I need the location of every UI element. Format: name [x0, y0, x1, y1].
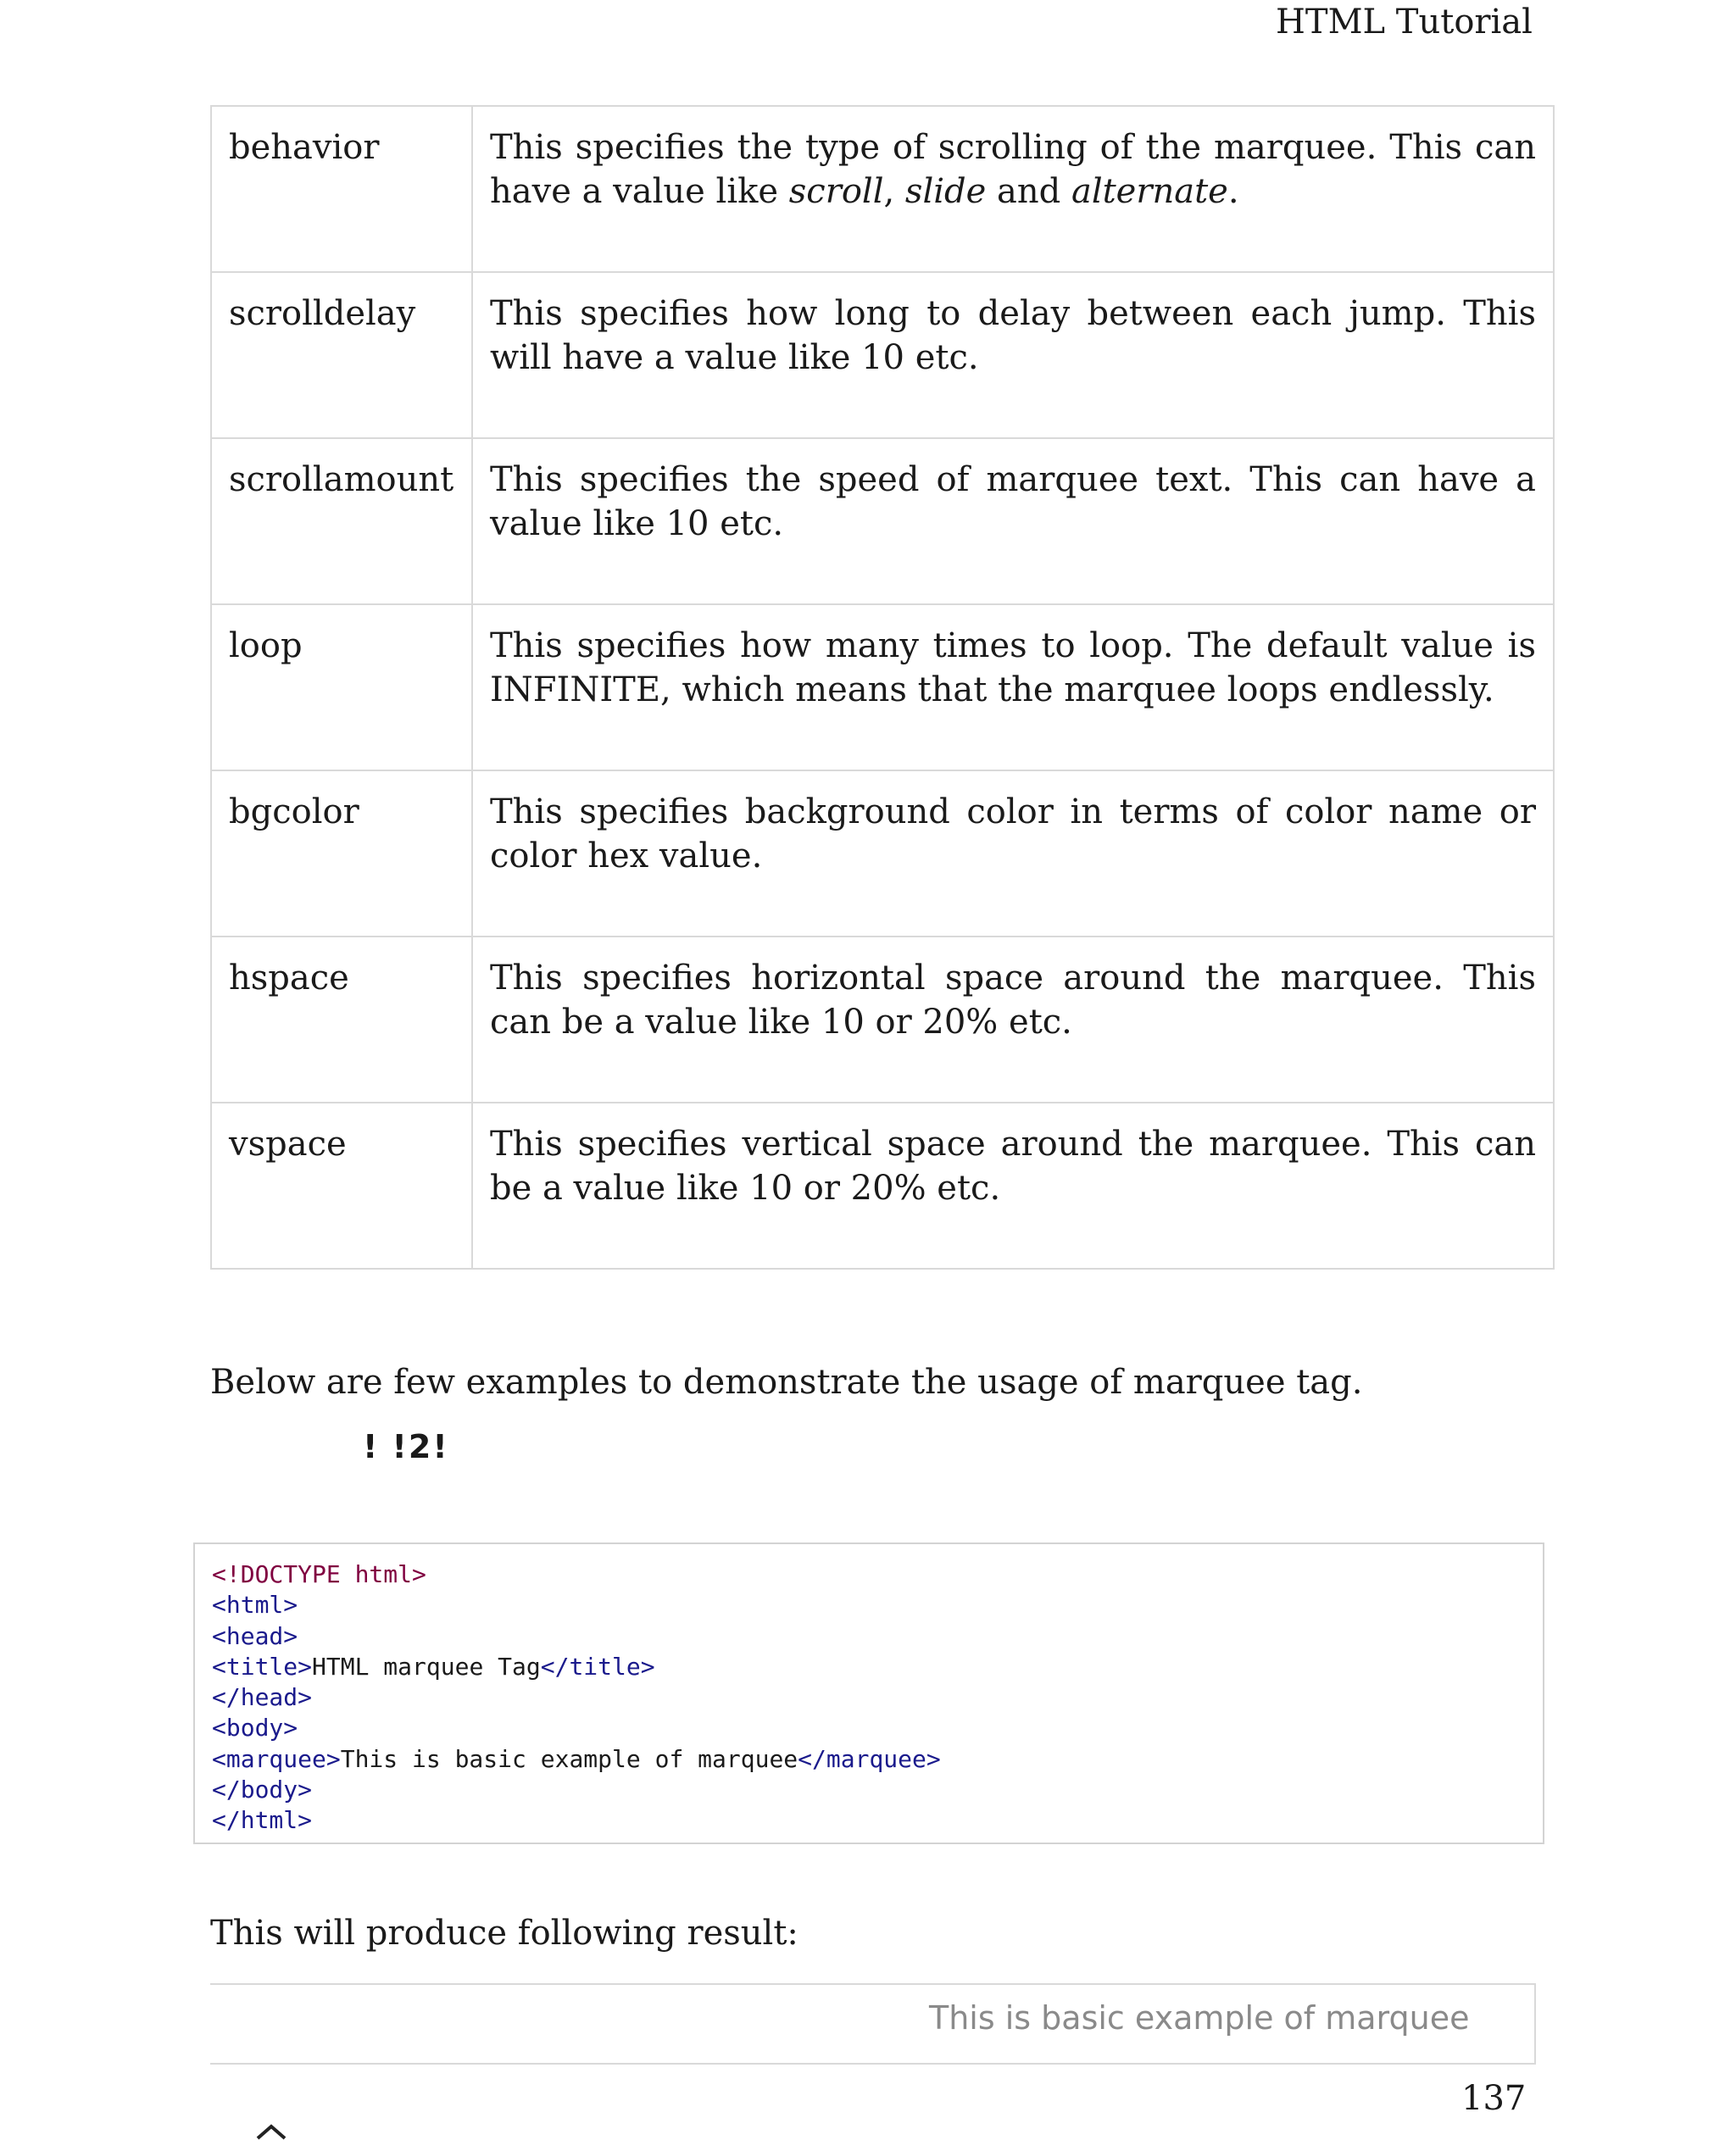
attribute-value-example: alternate	[1071, 172, 1228, 211]
attribute-row	[211, 1103, 1554, 1269]
attribute-row	[211, 438, 1554, 604]
code-tag: </html>	[212, 1806, 313, 1835]
description-text: This specifies how many times to loop. The default value is INFINITE, which means that the marquee loops endlessly.	[490, 626, 1536, 709]
description-text: This specifies how long to delay between each jump. This will have a value like 10 etc.	[490, 294, 1536, 377]
description-text: This specifies vertical space around the marquee. This can be a value like 10 or 20% etc.	[490, 1125, 1536, 1208]
attributes-table	[210, 105, 1555, 1270]
code-tag: <body>	[212, 1714, 298, 1743]
attribute-description	[472, 438, 1554, 604]
attribute-name: loop	[211, 604, 472, 770]
code-tag: <head>	[212, 1621, 298, 1650]
attribute-row	[211, 272, 1554, 438]
attribute-description	[472, 770, 1554, 937]
chevron-up-icon[interactable]	[254, 2124, 288, 2140]
attribute-name: behavior	[211, 106, 472, 272]
description-text: This specifies the speed of marquee text. This can have a value like 10 etc.	[490, 460, 1536, 543]
example-heading: ! !2!	[363, 1428, 449, 1465]
attribute-description	[472, 604, 1554, 770]
attribute-name: vspace	[211, 1103, 472, 1269]
code-tag: </title>	[540, 1652, 655, 1681]
code-line	[212, 1805, 1543, 1836]
code-tag: </body>	[212, 1776, 313, 1804]
page-number: 137	[1461, 2079, 1527, 2118]
attribute-row	[211, 937, 1554, 1103]
code-tag: <marquee>	[212, 1744, 341, 1773]
code-text: HTML marquee Tag	[312, 1652, 541, 1681]
attribute-name: scrollamount	[211, 438, 472, 604]
attribute-row	[211, 770, 1554, 937]
code-block	[193, 1542, 1544, 1844]
result-box	[210, 1983, 1536, 2065]
attribute-row	[211, 106, 1554, 272]
attribute-description	[472, 106, 1554, 272]
description-text: This specifies background color in terms of color name or color hex value.	[490, 792, 1536, 875]
result-label: This will produce following result:	[210, 1914, 798, 1953]
code-tag: </marquee>	[798, 1744, 941, 1773]
description-text: This specifies horizontal space around the marquee. This can be a value like 10 or 20% etc.	[490, 959, 1536, 1042]
code-tag: <title>	[212, 1652, 313, 1681]
code-line	[212, 1559, 1543, 1590]
code-line	[212, 1744, 1543, 1775]
attribute-description	[472, 272, 1554, 438]
attribute-name: bgcolor	[211, 770, 472, 937]
attribute-value-example: scroll	[788, 172, 884, 211]
attribute-description	[472, 1103, 1554, 1269]
attribute-description	[472, 937, 1554, 1103]
description-text: .	[1227, 172, 1239, 211]
code-tag: </head>	[212, 1683, 313, 1712]
description-text: and	[986, 172, 1071, 211]
attribute-name: scrolldelay	[211, 272, 472, 438]
description-text: ,	[883, 172, 905, 211]
code-line	[212, 1590, 1543, 1620]
code-tag: <html>	[212, 1591, 298, 1620]
attribute-name: hspace	[211, 937, 472, 1103]
attribute-value-example: slide	[904, 172, 987, 211]
description-text: This specifies the type of scrolling of the marquee. This can have a value like	[490, 128, 1536, 211]
code-tag: <!DOCTYPE html>	[212, 1560, 426, 1588]
marquee-text: This is basic example of marquee	[929, 1999, 1470, 2037]
code-line	[212, 1652, 1543, 1682]
attribute-row	[211, 604, 1554, 770]
code-line	[212, 1682, 1543, 1713]
code-line	[212, 1621, 1543, 1652]
intro-paragraph: Below are few examples to demonstrate the usage of marquee tag.	[210, 1363, 1363, 1402]
page-header-title: HTML Tutorial	[1276, 3, 1533, 42]
code-text: This is basic example of marquee	[340, 1744, 798, 1773]
code-line	[212, 1775, 1543, 1805]
code-line	[212, 1713, 1543, 1743]
